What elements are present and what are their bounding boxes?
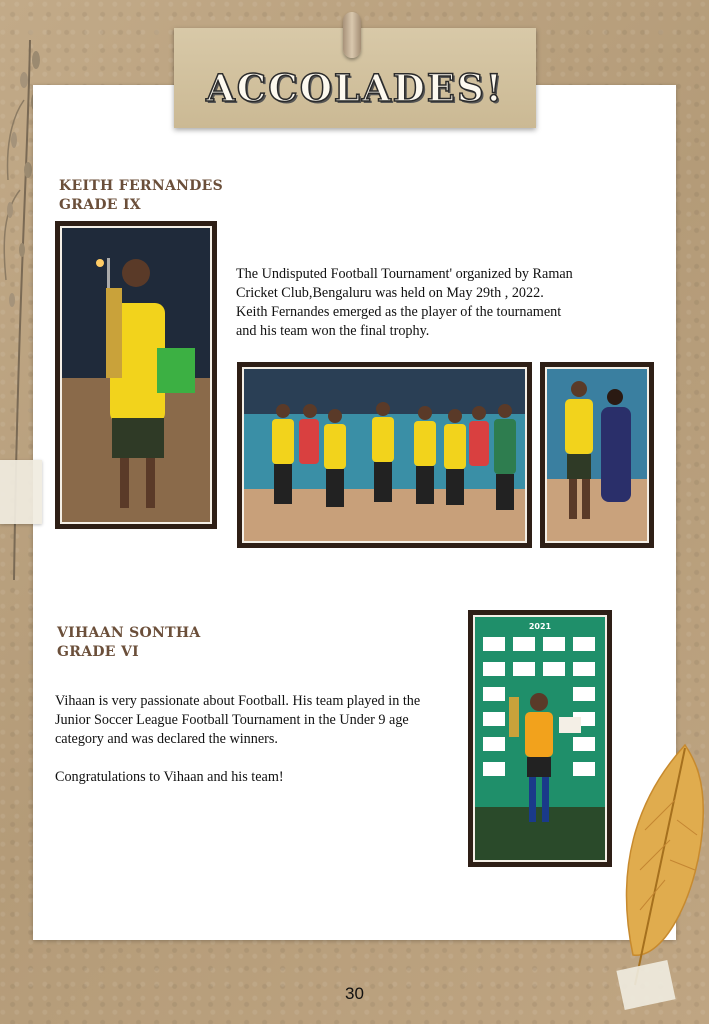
vihaan-description-line-1: Vihaan is very passionate about Football. His team played in the [55, 693, 421, 709]
vihaan-congratulations: Congratulations to Vihaan and his team! [55, 769, 284, 785]
keith-description-line-4: and his team won the final trophy. [236, 323, 430, 339]
student-name-keith: KEITH FERNANDES [59, 178, 224, 194]
keith-description [236, 265, 573, 341]
keith-with-teacher-photo [540, 362, 654, 548]
keith-with-trophy-photo [55, 221, 217, 529]
vihaan-description-line-3: category and was declared the winners. [55, 731, 278, 747]
dried-leaf-decoration [615, 740, 709, 990]
keith-description-line-1: The Undisputed Football Tournament' organized by Raman [236, 266, 573, 282]
vihaan-description [55, 692, 420, 749]
student-grade-keith: GRADE IX [59, 197, 141, 213]
student-name-vihaan: VIHAAN SONTHA [57, 625, 201, 641]
keith-description-line-2: Cricket Club,Bengaluru was held on May 29th , 2022. [236, 285, 544, 301]
masking-tape-decoration [0, 460, 42, 524]
vihaan-with-trophy-photo [468, 610, 612, 867]
page-title: ACCOLADES! [206, 66, 504, 110]
photo-banner-year: 2021 [528, 622, 552, 631]
page-number: 30 [345, 984, 364, 1003]
student-grade-vihaan: GRADE VI [57, 644, 139, 660]
keith-description-line-3: Keith Fernandes emerged as the player of the tournament [236, 304, 562, 320]
team-group-photo [237, 362, 532, 548]
vihaan-description-line-2: Junior Soccer League Football Tournament in the Under 9 age [55, 712, 409, 728]
pin-icon [343, 12, 361, 58]
